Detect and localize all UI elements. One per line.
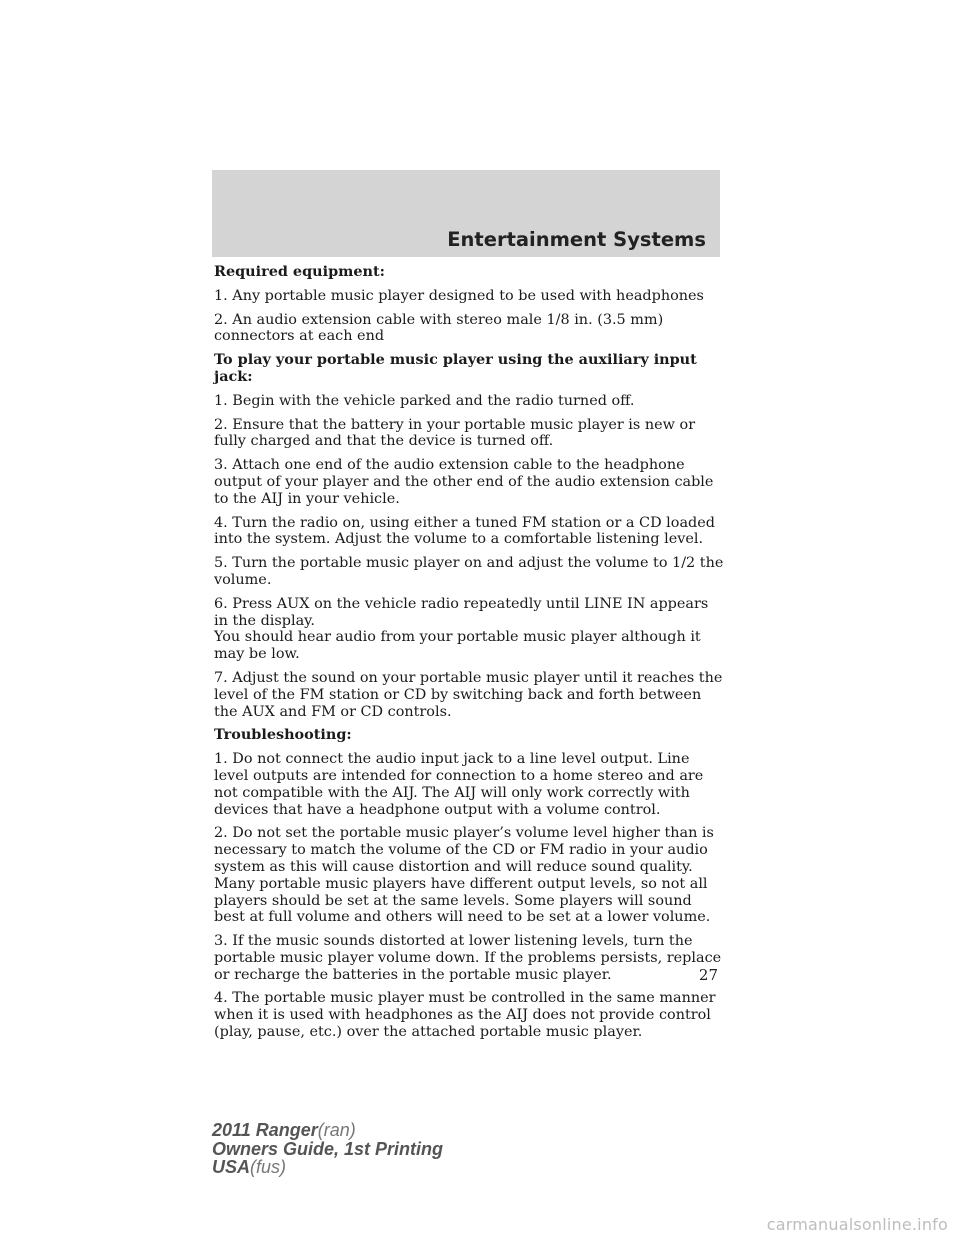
paragraph: 3. Attach one end of the audio extension cable to the headphone output of your player and the other end of the audio extension cable to the AIJ in your vehicle. xyxy=(214,457,714,507)
paragraph: 4. The portable music player must be controlled in the same manner when it is used with headphones as the AIJ does not provide control (play, pause, etc.) over the attached portable music player. xyxy=(214,990,716,1041)
paragraph: 2. Ensure that the battery in your portable music player is new or fully charged and that the device is turned off. xyxy=(214,416,696,450)
paragraph: 2. Do not set the portable music player’s volume level higher than is necessary to match the volume of the CD or FM radio in your audio system as this will cause distortion and will reduce sound quality. Many portable music players have different output levels, so not all players should be set at the same levels. Some players will sound best at full volume and others will need to be set at a lower volume. xyxy=(214,825,714,926)
footer-line-market xyxy=(212,1158,443,1177)
footer-model-code: (ran) xyxy=(317,1120,356,1140)
paragraph: 6. Press AUX on the vehicle radio repeatedly until LINE IN appears in the display. xyxy=(214,595,709,629)
footer-printing: Owners Guide, 1st Printing xyxy=(212,1138,444,1159)
page-number: 27 xyxy=(698,966,718,984)
footer-market-code: (fus) xyxy=(250,1157,287,1177)
page-content xyxy=(214,264,724,1048)
watermark-link[interactable]: carmanualsonline.info xyxy=(766,1215,948,1234)
print-footer xyxy=(212,1121,443,1177)
footer-line-model xyxy=(212,1121,443,1140)
paragraph: 1. Any portable music player designed to be used with headphones xyxy=(214,287,704,304)
paragraph: 5. Turn the portable music player on and adjust the volume to 1/2 the volume. xyxy=(214,555,724,588)
paragraph: 7. Adjust the sound on your portable music player until it reaches the level of the FM station or CD by switching back and forth between the AUX and FM or CD controls. xyxy=(214,669,723,720)
heading-play-instructions: To play your portable music player using the auxiliary input jack: xyxy=(214,351,697,385)
heading-required-equipment: Required equipment: xyxy=(214,263,385,280)
paragraph: 1. Begin with the vehicle parked and the radio turned off. xyxy=(214,392,635,409)
heading-troubleshooting: Troubleshooting: xyxy=(214,726,352,744)
section-title: Entertainment Systems xyxy=(447,228,706,251)
paragraph: 2. An audio extension cable with stereo male 1/8 in. (3.5 mm) connectors at each end xyxy=(214,311,664,345)
footer-market: USA xyxy=(212,1157,251,1177)
section-header-bar xyxy=(212,170,720,257)
paragraph: 1. Do not connect the audio input jack to a line level output. Line level outputs are intended for connection to a home stereo and are not compatible with the AIJ. The AIJ will only work correctly with devices that have a headphone output with a volume control. xyxy=(214,751,704,818)
paragraph: 3. If the music sounds distorted at lower listening levels, turn the portable music player volume down. If the problems persists, replace or recharge the batteries in the portable music player. xyxy=(214,933,722,983)
footer-model: 2011 Ranger xyxy=(212,1120,318,1140)
paragraph: You should hear audio from your portable music player although it may be low. xyxy=(214,629,701,663)
paragraph: 4. Turn the radio on, using either a tuned FM station or a CD loaded into the system. Adjust the volume to a comfortable listening level. xyxy=(214,514,715,548)
